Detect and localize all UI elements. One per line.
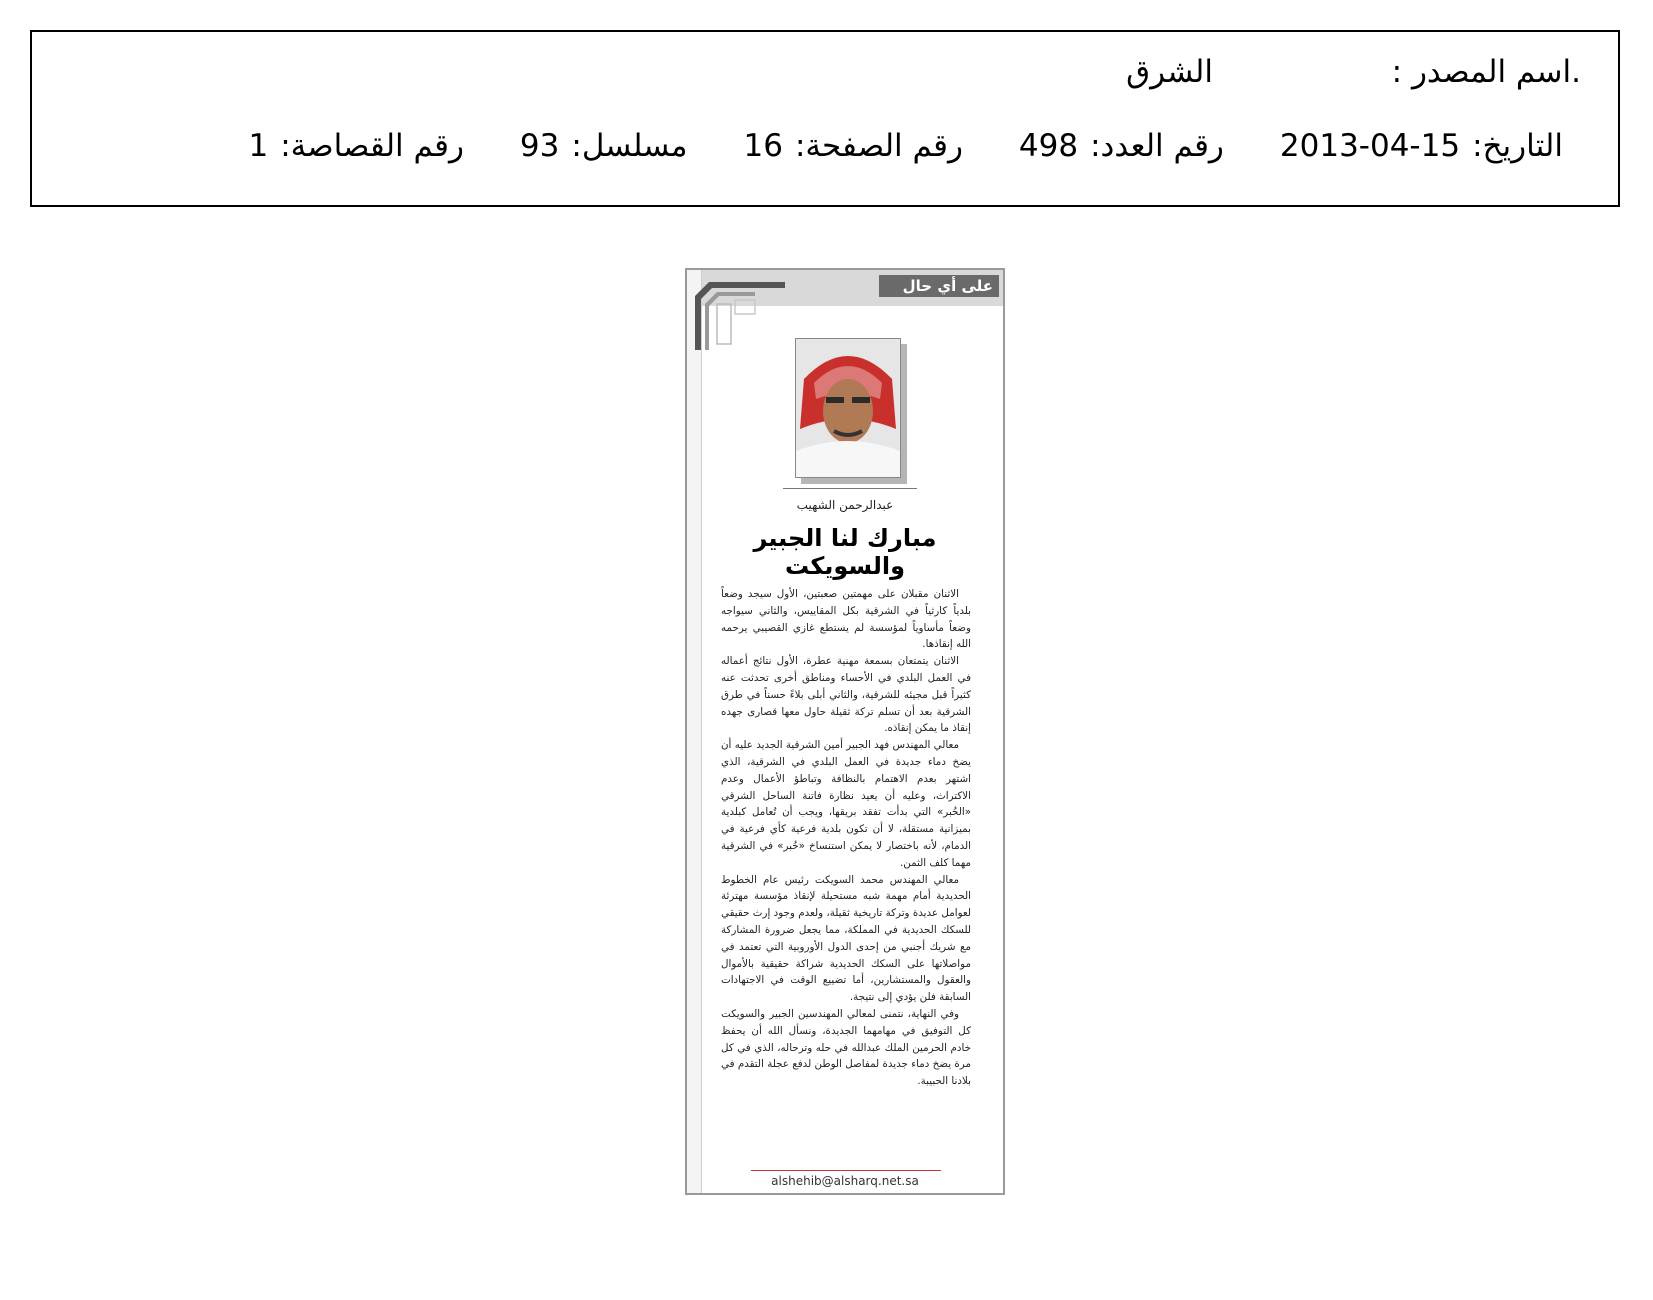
serial-pair — [520, 128, 688, 164]
article-body — [721, 586, 971, 1090]
date-label: التاريخ: — [1472, 128, 1563, 164]
photo-underline — [783, 488, 917, 489]
page-label: رقم الصفحة: — [794, 128, 963, 164]
article-paragraph: وفي النهاية، نتمنى لمعالي المهندسين الجبير والسويكت كل التوفيق في مهامهما الجديدة، ونسأل الله أن يحفظ خادم الحرمين الملك عبدالله في حله وترحاله، الذي في كل مرة يضخ دماء جديدة لمفاصل الوطن لدفع عجلة التقدم في بلادنا الحبيبة. — [721, 1007, 971, 1088]
issue-label: رقم العدد: — [1090, 128, 1224, 164]
column-side-strip — [687, 270, 702, 1193]
serial-value: 93 — [519, 128, 560, 164]
article-paragraph: معالي المهندس فهد الجبير أمين الشرقية الجديد عليه أن يضخ دماء جديدة في العمل البلدي في الشرقية، الذي اشتهر بعدم الاهتمام بالنظافة وتباطؤ الأعمال وعدم الاكتراث، وعليه أن يعيد نظارة فاتنة الساحل الشرقي «الخُبر» التي بدأت تفقد بريقها، ويجب أن تُعامل كبلدية بميزانية مستقلة، لا أن تكون بلدية فرعية كأي فرعية في الدمام، لأنه باختصار لا يمكن استنساخ «خُبر» في الشرقية مهما كلف الثمن. — [721, 739, 971, 869]
article-headline: مبارك لنا الجبير والسويكت — [753, 524, 937, 580]
clip-number-label: رقم القصاصة: — [280, 128, 464, 164]
article-paragraph: معالي المهندس محمد السويكت رئيس عام الخطوط الحديدية أمام مهمة شبه مستحيلة لإنقاذ مؤسسة مهترئة لعوامل عديدة وتركة تاريخية ثقيلة، ولعدم وجود إرث حقيقي للسكك الحديدية في المملكة، مما يجعل ضرورة المشاركة مع شريك أجنبي من إحدى الدول الأوروبية التي تعتمد في مواصلاتها على السكك الحديدية شراكة حقيقية بالأموال والعقول والمستشارين، أما تضييع الوقت في الاجتهادات السابقة فلن يؤدي إلى نتيجة. — [721, 873, 971, 1004]
issue-pair — [1019, 128, 1224, 164]
newspaper-clipping — [685, 268, 1005, 1195]
issue-value: 498 — [1018, 128, 1079, 164]
author-photo — [795, 338, 901, 478]
article-paragraph: الاثنان يتمتعان بسمعة مهنية عطرة، الأول نتائج أعماله في العمل البلدي في الأحساء ومناطق أخرى تحدثت عنه كثيراً قبل مجيئه للشرقية، والثاني أبلى بلاءً حسناً في طرق الشرقية بعد أن تسلم تركة ثقيلة حاول معها قصارى جهده إنقاذ ما يمكن إنقاذه. — [721, 655, 971, 735]
email-divider — [751, 1170, 941, 1171]
date-pair — [1280, 128, 1563, 164]
clip-number-value: 1 — [248, 128, 269, 164]
author-email: alshehib@alsharq.net.sa — [771, 1174, 919, 1188]
date-value: 2013-04-15 — [1279, 128, 1461, 164]
metadata-row — [248, 128, 1563, 164]
source-label: .اسم المصدر : — [1391, 54, 1581, 90]
clip-number-pair — [248, 128, 463, 164]
page-value: 16 — [743, 128, 783, 164]
decorative-corner-graphic — [695, 282, 785, 350]
serial-label: مسلسل: — [571, 128, 688, 164]
author-name: عبدالرحمن الشهيب — [796, 498, 894, 512]
column-rubric: على أي حال — [879, 275, 999, 297]
clipping-metadata-box — [30, 30, 1620, 207]
page-pair — [743, 128, 962, 164]
source-value: الشرق — [1126, 54, 1213, 90]
article-paragraph: الاثنان مقبلان على مهمتين صعبتين، الأول سيجد وضعاً بلدياً كارثياً في الشرقية بكل المقاييس، والثاني سيواجه وضعاً مأساوياً لمؤسسة لم يستطع غازي القصيبي يرحمه الله إنقاذها. — [721, 588, 971, 651]
